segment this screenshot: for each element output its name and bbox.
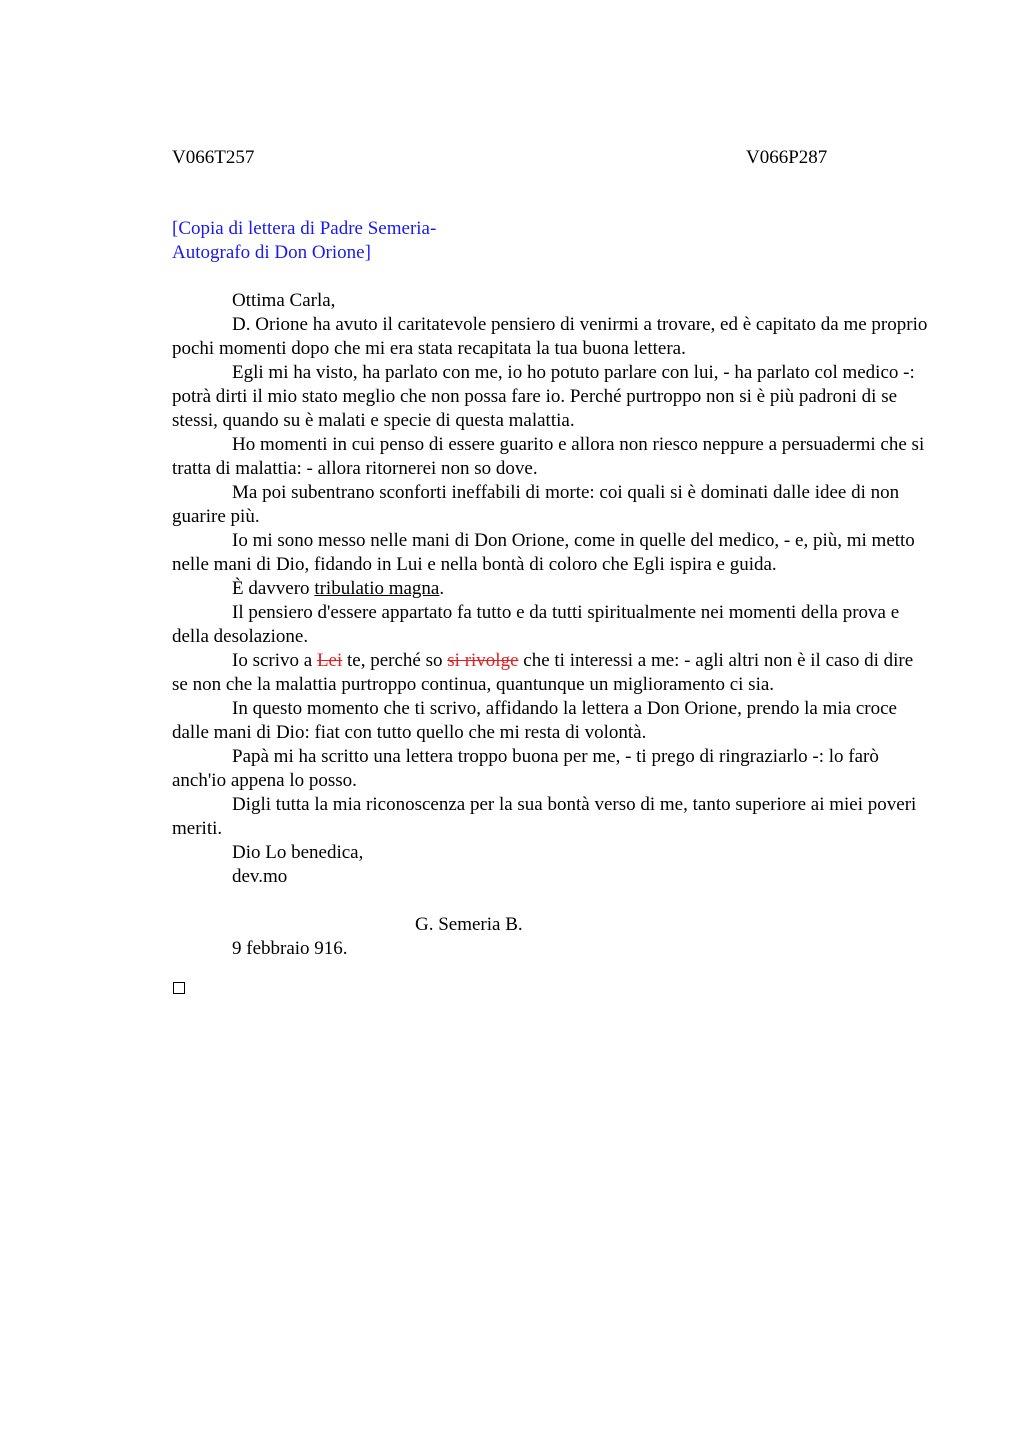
deleted-word-2: si rivolge <box>447 650 519 671</box>
latin-phrase-underlined: tribulatio magna <box>314 578 440 599</box>
checkbox-square-icon <box>173 982 185 994</box>
editorial-note-line-2: Autografo di Don Orione] <box>172 242 371 263</box>
signature: G. Semeria B. <box>415 914 523 935</box>
paragraph-7: Il pensiero d'essere appartato fa tutto e da tutti spiritualmente nei momenti della prova e della desolazione. <box>172 602 900 647</box>
paragraph-6 <box>172 577 932 601</box>
paragraph-8-part-1: Io scrivo a <box>232 650 317 671</box>
paragraph-1: D. Orione ha avuto il caritatevole pensiero di venirmi a trovare, ed è capitato da me proprio pochi momenti dopo che mi era stata recapitata la tua buona lettera. <box>172 314 928 359</box>
deleted-word-1: Lei <box>316 650 343 671</box>
paragraph-8-part-2: te, perché so <box>342 650 448 671</box>
editorial-note <box>172 217 436 265</box>
paragraph-10: Papà mi ha scritto una lettera troppo buona per me, - ti prego di ringraziarlo -: lo farò anch'io appena lo posso. <box>172 746 879 791</box>
document-code-left: V066T257 <box>172 147 255 168</box>
paragraph-11: Digli tutta la mia riconoscenza per la sua bontà verso di me, tanto superiore ai miei poveri meriti. <box>172 794 917 839</box>
paragraph-5: Io mi sono messo nelle mani di Don Orione, come in quelle del medico, - e, più, mi metto nelle mani di Dio, fidando in Lui e nella bontà di coloro che Egli ispira e guida. <box>172 530 915 575</box>
paragraph-9: In questo momento che ti scrivo, affidando la lettera a Don Orione, prendo la mia croce dalle mani di Dio: fiat con tutto quello che mi resta di volontà. <box>172 698 897 743</box>
paragraph-6-after: . <box>439 578 445 599</box>
paragraph-2: Egli mi ha visto, ha parlato con me, io ho potuto parlare con lui, - ha parlato col medico -: potrà dirti il mio stato meglio che non possa fare io. Perché purtroppo non si è più padroni di se stessi, quando su è malati e specie di questa malattia. <box>172 362 915 431</box>
document-code-right: V066P287 <box>746 147 828 168</box>
paragraph-8 <box>172 649 932 697</box>
editorial-note-line-1: [Copia di lettera di Padre Semeria- <box>172 218 437 239</box>
paragraph-8-part-3: che ti interessi a me: - agli altri non è il caso di dire se non che la malattia purtroppo continua, quantunque un miglioramento ci sia. <box>172 650 914 695</box>
paragraph-6-before: È davvero <box>232 578 315 599</box>
closing-blessing: Dio Lo benedica, <box>232 842 364 863</box>
paragraph-4: Ma poi subentrano sconforti ineffabili di morte: coi quali si è dominati dalle idee di non guarire più. <box>172 482 900 527</box>
salutation: Ottima Carla, <box>232 290 336 311</box>
letter-date: 9 febbraio 916. <box>232 938 348 959</box>
letter-body <box>172 289 932 961</box>
paragraph-3: Ho momenti in cui penso di essere guarito e allora non riesco neppure a persuadermi che si tratta di malattia: - allora ritornerei non so dove. <box>172 434 925 479</box>
closing-devoted: dev.mo <box>232 866 288 887</box>
